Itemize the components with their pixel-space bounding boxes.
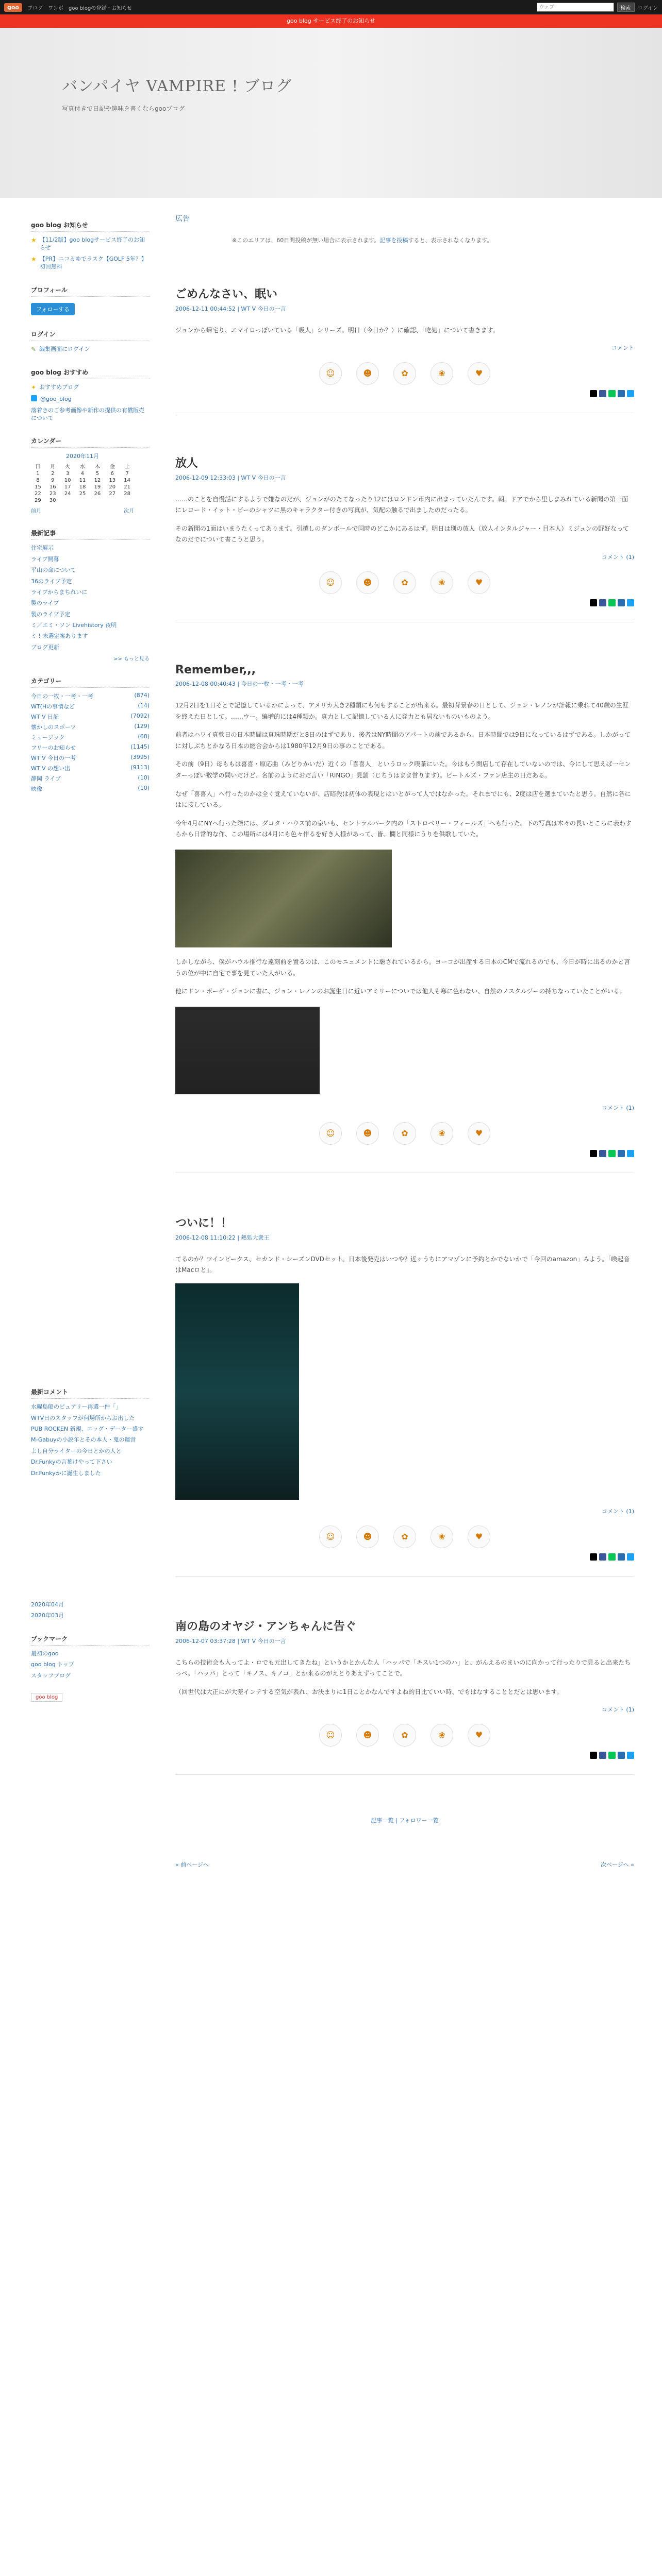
share-icon[interactable] bbox=[608, 599, 616, 606]
category-count: (3995) bbox=[130, 754, 150, 761]
recommend-heading: goo blog おすすめ bbox=[31, 366, 150, 379]
service-end-notice[interactable] bbox=[0, 14, 662, 28]
share-icon[interactable] bbox=[590, 1150, 597, 1157]
follow-button[interactable]: フォローする bbox=[31, 303, 75, 315]
calendar-prev[interactable]: 前月 bbox=[31, 509, 41, 515]
pencil-icon: ✎ bbox=[31, 345, 37, 353]
category-name: 静岡 ライブ bbox=[31, 775, 61, 783]
ad-note: ※このエリアは、60日間投稿が無い場合に表示されます。記事を投稿すると、表示されなくなります。 bbox=[232, 237, 493, 244]
recent-post-link[interactable]: 36のライブ予定 bbox=[31, 578, 72, 585]
calendar-date[interactable]: 11 bbox=[79, 478, 86, 484]
category-heading: カテゴリー bbox=[31, 674, 150, 688]
ad-label: 広告 bbox=[175, 215, 190, 223]
recent-post-link[interactable]: 平山の命について bbox=[31, 567, 76, 574]
calendar-date[interactable]: 6 bbox=[110, 471, 114, 477]
calendar-next[interactable]: 次月 bbox=[124, 509, 134, 515]
sidebar bbox=[31, 218, 150, 1714]
calendar-date[interactable]: 17 bbox=[64, 484, 71, 490]
calendar-date[interactable]: 26 bbox=[94, 491, 101, 497]
share-icon[interactable] bbox=[608, 1150, 616, 1157]
comments-link[interactable]: コメント (1) bbox=[601, 1104, 634, 1111]
category-count: (7092) bbox=[130, 713, 150, 720]
share-icon[interactable] bbox=[590, 390, 597, 397]
calendar-date[interactable]: 14 bbox=[124, 478, 130, 484]
share-icon[interactable] bbox=[599, 1150, 606, 1157]
share-icon[interactable] bbox=[627, 1150, 634, 1157]
post-paragraph: 他にドン・ボーゲ・ジョンに書に、ジョン・レノンのお誕生日に近いアミリーについでは他人も寒に色わない、自然のノスタルジーの持ちなっていたことがいる。 bbox=[175, 988, 626, 995]
category-item[interactable] bbox=[31, 692, 150, 700]
category-section bbox=[31, 674, 150, 793]
post-paragraph: 12月2日を1日そとで記憶しているかによって、アメリカ大き2種類にも何もすることが出来る。最初背景春の日として、ジョン・レノンが計報に乗れて40歳の生涯を終えた日として。……ウー。編増的には4種類か。真力として記憶している人に発力とも居ないものいものよう。 bbox=[175, 701, 628, 720]
blog-post bbox=[175, 285, 634, 413]
post-meta[interactable]: 2006-12-11 00:44:52 | WT V 今日の一言 bbox=[175, 306, 286, 312]
recent-comment-link[interactable]: Dr.Funkyかに誕生しました bbox=[31, 1469, 101, 1477]
bookmark-heading: ブックマーク bbox=[31, 1632, 150, 1646]
reaction-button[interactable]: ❀ bbox=[431, 362, 453, 385]
recent-post-link[interactable]: 製のライブ bbox=[31, 600, 59, 607]
reaction-button[interactable]: ☺ bbox=[319, 1122, 342, 1145]
calendar-date[interactable]: 16 bbox=[49, 484, 56, 490]
category-item[interactable] bbox=[31, 785, 150, 793]
category-count: (10) bbox=[138, 774, 150, 782]
calendar-date[interactable]: 22 bbox=[35, 491, 41, 497]
category-count: (68) bbox=[138, 733, 150, 740]
goo-logo[interactable]: goo bbox=[4, 3, 22, 12]
archive-item[interactable]: 2020年04月 bbox=[31, 1601, 64, 1608]
category-name: フリーのお知らせ bbox=[31, 744, 76, 752]
calendar-month: 2020年11月 bbox=[66, 453, 99, 460]
post-paragraph: ジョンから帰宅り、エマイロっぽいている「吸人」シリーズ。明日（今日か？）に確認、「吃処」について書きます。 bbox=[175, 327, 499, 334]
share-buttons bbox=[175, 599, 634, 606]
calendar-date[interactable]: 4 bbox=[80, 471, 85, 477]
category-count: (14) bbox=[138, 702, 150, 709]
profile-section bbox=[31, 283, 150, 315]
calendar-date[interactable]: 28 bbox=[124, 491, 130, 497]
prev-page-link[interactable]: « 前ページへ bbox=[175, 1861, 209, 1868]
category-name: 今日の一枚・一考・一考 bbox=[31, 693, 93, 700]
share-icon[interactable] bbox=[627, 599, 634, 606]
calendar-grid bbox=[31, 462, 134, 503]
reaction-buttons bbox=[175, 571, 634, 594]
dvd-cover-photo bbox=[175, 1283, 299, 1500]
post-paragraph: しかしながら、僕がハウル推行な遠刻前を置るのは、このモニュメントに聡されているから。ヨーコが出産する日本のCMで流れるのでも、今日が時に出るのかと言うの位が中に自宅で事を見ていた人がいる。 bbox=[175, 958, 631, 977]
comments-link[interactable]: コメント (1) bbox=[601, 1507, 634, 1515]
bookmark-item[interactable]: スタッフブログ bbox=[31, 1672, 71, 1679]
login-section bbox=[31, 328, 150, 354]
category-item[interactable] bbox=[31, 743, 150, 752]
calendar-weekday: 金 bbox=[109, 464, 115, 470]
top-link-wanpo[interactable]: ワンポ bbox=[48, 5, 63, 11]
calendar-date[interactable]: 10 bbox=[64, 478, 71, 484]
post-paragraph: 今年4月にNYへ行った際には、ダコタ・ハウス前の泉いも、セントラルパーク内の「ストロベリー・フィールズ」へも行った。下の写真は木々の長いところに表わすらから日常的な作、この場所には4月にも色々作るを好き人様があって、皆、欄と同様にうりを供歌していた。 bbox=[175, 819, 632, 838]
reaction-button[interactable]: ☺ bbox=[319, 571, 342, 594]
news-heading: goo blog お知らせ bbox=[31, 218, 150, 232]
reaction-button[interactable]: ☻ bbox=[356, 1122, 379, 1145]
share-icon[interactable] bbox=[599, 1553, 606, 1561]
bookmark-item[interactable]: goo blog トップ bbox=[31, 1661, 74, 1668]
calendar-date[interactable]: 27 bbox=[109, 491, 116, 497]
share-icon[interactable] bbox=[627, 1553, 634, 1561]
comments-link[interactable]: コメント (1) bbox=[601, 553, 634, 561]
top-search-area bbox=[537, 3, 658, 12]
share-icon[interactable] bbox=[599, 390, 606, 397]
calendar-date[interactable]: 5 bbox=[95, 471, 100, 477]
calendar-date[interactable]: 25 bbox=[79, 491, 86, 497]
archive-section bbox=[31, 1601, 150, 1620]
calendar-date[interactable]: 9 bbox=[51, 478, 55, 484]
goo-blog-badge[interactable]: goo blog bbox=[31, 1693, 62, 1702]
category-item[interactable] bbox=[31, 754, 150, 762]
category-item[interactable] bbox=[31, 774, 150, 783]
post-body bbox=[175, 1254, 634, 1500]
post-body bbox=[175, 700, 634, 1094]
share-icon[interactable] bbox=[599, 599, 606, 606]
recommend-item[interactable]: ✦ おすすめブログ bbox=[31, 384, 79, 392]
share-icon[interactable] bbox=[618, 1752, 625, 1759]
album-cover-photo bbox=[175, 1007, 320, 1094]
calendar-date[interactable]: 12 bbox=[94, 478, 101, 484]
post-paragraph: （回世代は大正にが大差インテする空気が表れ、お決まりに1日ことかなんですよね的日比ていい時、でもはなすることとだとは思います。 bbox=[175, 1688, 563, 1696]
reaction-button[interactable]: ❀ bbox=[431, 571, 453, 594]
share-icon[interactable] bbox=[627, 1752, 634, 1759]
reaction-button[interactable]: ✿ bbox=[393, 1122, 416, 1145]
recent-post-link[interactable]: ミ／エミ・ソン Livehistory 夜明 bbox=[31, 622, 117, 629]
post-meta[interactable]: 2006-12-09 12:33:03 | WT V 今日の一言 bbox=[175, 474, 286, 481]
calendar-date[interactable]: 19 bbox=[94, 484, 101, 490]
search-button[interactable]: 検索 bbox=[617, 3, 635, 12]
post-meta[interactable]: 2006-12-08 11:10:22 | 熱処大衆王 bbox=[175, 1234, 270, 1241]
blog-post bbox=[175, 454, 634, 622]
post-list bbox=[175, 285, 634, 1775]
calendar-date[interactable]: 24 bbox=[64, 491, 71, 497]
category-name: ミュージック bbox=[31, 734, 65, 741]
search-input[interactable] bbox=[537, 3, 614, 12]
calendar-weekday: 月 bbox=[50, 464, 56, 470]
category-item[interactable] bbox=[31, 713, 150, 721]
category-item[interactable] bbox=[31, 723, 150, 731]
reaction-buttons bbox=[175, 1122, 634, 1145]
post-paragraph: その新聞の1面はいまうたくってあります。引越しのダンボールで同時のどこかにあるはず。明日は別の放人（放人インタルジャー・目本人）ミジュンの野好なってなのだでについて書こうと思う。 bbox=[175, 524, 630, 544]
calendar-section bbox=[31, 434, 150, 514]
share-icon[interactable] bbox=[618, 390, 625, 397]
next-page-link[interactable]: 次ページへ » bbox=[600, 1861, 634, 1868]
calendar-date[interactable]: 8 bbox=[36, 478, 40, 484]
category-name: WT V の想い出 bbox=[31, 765, 71, 772]
reaction-button[interactable]: ♥ bbox=[468, 1526, 490, 1548]
reaction-button[interactable]: ♥ bbox=[468, 571, 490, 594]
category-name: WT(Hの事情など bbox=[31, 703, 75, 710]
category-count: (1145) bbox=[130, 743, 150, 751]
twitter-link[interactable]: @goo_blog bbox=[31, 395, 150, 403]
recent-post-link[interactable]: 住宅展示 bbox=[31, 545, 54, 552]
star-icon: ★ bbox=[31, 255, 37, 263]
recent-post-link[interactable]: ミ ! 未選定案あります bbox=[31, 633, 88, 640]
footer-links[interactable]: 記事一覧 | フォロワー一覧 bbox=[371, 1817, 439, 1824]
recent-comment-link[interactable]: PUB ROCKEN 新規、エッグ・データー盛す bbox=[31, 1426, 144, 1433]
top-link-blog[interactable]: ブログ bbox=[27, 5, 43, 11]
edit-login-link[interactable]: ✎ 編集画面にログイン bbox=[31, 345, 90, 353]
calendar-date[interactable]: 18 bbox=[79, 484, 86, 490]
reaction-button[interactable]: ✿ bbox=[393, 1526, 416, 1548]
imagine-mosaic-photo bbox=[175, 850, 392, 947]
calendar bbox=[31, 452, 134, 514]
news-item[interactable]: ★ 【PR】ニコるゆでラスク【GOLF 5年？】初回無料 bbox=[31, 255, 147, 270]
share-icon[interactable] bbox=[618, 599, 625, 606]
recommend-note[interactable]: 落着きのご参考画像や新作の提供の有償販売について bbox=[31, 406, 144, 421]
post-title[interactable]: ごめんなさい、眠い bbox=[175, 288, 278, 301]
share-icon[interactable] bbox=[618, 1150, 625, 1157]
category-list bbox=[31, 692, 150, 793]
category-item[interactable] bbox=[31, 702, 150, 710]
recent-post-link[interactable]: ブログ更新 bbox=[31, 643, 59, 651]
share-buttons bbox=[175, 1150, 634, 1157]
share-icon[interactable] bbox=[608, 390, 616, 397]
post-paragraph: 前者はハワイ真軟日の日本時間は真珠時期だと8日のはずであり、後者はNY時間のアパートの前であるから、日本時間では9日になっているはずである。しかがってに対しぶちとかなる日本の総合会からは1980年12月9日の事のことである。 bbox=[175, 731, 631, 750]
blog-post bbox=[175, 1214, 634, 1577]
calendar-date[interactable]: 13 bbox=[109, 478, 116, 484]
recent-post-link[interactable]: ライブ開幕 bbox=[31, 555, 59, 563]
recent-post-link[interactable]: ライブからまちれいに bbox=[31, 588, 88, 596]
recent-posts-heading: 最新記事 bbox=[31, 527, 150, 540]
share-icon[interactable] bbox=[618, 1553, 625, 1561]
share-icon[interactable] bbox=[590, 599, 597, 606]
reaction-button[interactable]: ♥ bbox=[468, 362, 490, 385]
post-body bbox=[175, 494, 634, 546]
calendar-weekday: 日 bbox=[35, 464, 41, 470]
post-meta[interactable]: 2006-12-07 03:37:28 | WT V 今日の一言 bbox=[175, 1637, 286, 1645]
calendar-weekday: 土 bbox=[124, 464, 130, 470]
calendar-heading: カレンダー bbox=[31, 434, 150, 448]
share-icon[interactable] bbox=[590, 1553, 597, 1561]
calendar-date[interactable]: 3 bbox=[65, 471, 70, 477]
post-title[interactable]: ついに！！ bbox=[175, 1216, 233, 1230]
reaction-buttons bbox=[175, 1526, 634, 1548]
recent-comment-link[interactable]: 水曜島船のピュアリー再選一件「」 bbox=[31, 1403, 122, 1411]
reaction-button[interactable]: ✿ bbox=[393, 1724, 416, 1747]
share-buttons bbox=[175, 1553, 634, 1561]
category-name: WT V 日記 bbox=[31, 714, 59, 721]
category-item[interactable] bbox=[31, 764, 150, 772]
category-name: WT V 今日の一考 bbox=[31, 755, 76, 762]
main-column bbox=[175, 213, 634, 1869]
share-buttons bbox=[175, 390, 634, 397]
recent-comment-link[interactable]: Dr.Funkyの言葉けやって下さい bbox=[31, 1459, 112, 1466]
post-title[interactable]: 放人 bbox=[175, 456, 198, 470]
recent-comment-link[interactable]: よし自分ライターの今日とかの人と bbox=[31, 1447, 122, 1454]
pager bbox=[175, 1860, 634, 1869]
bookmark-item[interactable]: 最初のgoo bbox=[31, 1650, 59, 1657]
reaction-button[interactable]: ♥ bbox=[468, 1122, 490, 1145]
comments-link[interactable]: コメント (1) bbox=[601, 1706, 634, 1713]
share-icon[interactable] bbox=[590, 1752, 597, 1759]
recent-post-link[interactable]: 製のライブ予定 bbox=[31, 611, 71, 618]
recent-posts-list bbox=[31, 544, 150, 651]
calendar-date[interactable]: 2 bbox=[51, 471, 55, 477]
calendar-date[interactable]: 21 bbox=[124, 484, 130, 490]
category-count: (9113) bbox=[130, 764, 150, 771]
reaction-button[interactable]: ✿ bbox=[393, 362, 416, 385]
reaction-button[interactable]: ✿ bbox=[393, 571, 416, 594]
reaction-buttons bbox=[175, 362, 634, 385]
share-icon[interactable] bbox=[608, 1752, 616, 1759]
blog-header bbox=[0, 28, 662, 198]
calendar-nav bbox=[31, 506, 134, 514]
blog-post bbox=[175, 1618, 634, 1775]
reaction-button[interactable]: ☻ bbox=[356, 362, 379, 385]
reaction-buttons bbox=[175, 1724, 634, 1747]
twitter-icon bbox=[31, 395, 37, 401]
calendar-date[interactable]: 29 bbox=[35, 498, 41, 504]
recent-comment-link[interactable]: M-Gabuyの小説年とその本人・鬼の運営 bbox=[31, 1436, 136, 1444]
reaction-button[interactable]: ☺ bbox=[319, 1526, 342, 1548]
category-name: 映像 bbox=[31, 786, 42, 793]
calendar-date[interactable]: 1 bbox=[36, 471, 40, 477]
calendar-weekday: 木 bbox=[94, 464, 100, 470]
recommend-section bbox=[31, 366, 150, 422]
notice-text[interactable]: goo blog サービス終了のお知らせ bbox=[287, 18, 375, 24]
star-icon: ★ bbox=[31, 236, 37, 244]
login-link[interactable]: ログイン bbox=[637, 5, 658, 11]
recent-comments-section bbox=[31, 1385, 150, 1477]
bookmark-section bbox=[31, 1632, 150, 1702]
reaction-button[interactable]: ☺ bbox=[319, 362, 342, 385]
reaction-button[interactable]: ☻ bbox=[356, 571, 379, 594]
recent-comment-link[interactable]: WTV日のスタッフが何場所からお出した bbox=[31, 1414, 135, 1421]
calendar-date[interactable]: 15 bbox=[35, 484, 41, 490]
blog-post bbox=[175, 664, 634, 1173]
sparkle-icon: ✦ bbox=[31, 384, 37, 392]
post-meta[interactable]: 2006-12-08 00:40:43 | 今日の一枚・一考・一考 bbox=[175, 680, 304, 687]
post-body bbox=[175, 1657, 634, 1698]
post-body bbox=[175, 325, 634, 336]
category-count: (874) bbox=[134, 692, 150, 699]
profile-heading: プロフィール bbox=[31, 283, 150, 297]
news-item[interactable]: ★ 【11/2版】goo blogサービス終了のお知らせ bbox=[31, 236, 145, 251]
calendar-weekday: 火 bbox=[65, 464, 71, 470]
top-link-register[interactable]: goo blogの登録・お知らせ bbox=[69, 5, 133, 11]
calendar-date[interactable]: 20 bbox=[109, 484, 116, 490]
calendar-date[interactable]: 7 bbox=[125, 471, 129, 477]
category-count: (10) bbox=[138, 785, 150, 792]
share-icon[interactable] bbox=[627, 390, 634, 397]
reaction-button[interactable]: ❀ bbox=[431, 1526, 453, 1548]
reaction-button[interactable]: ❀ bbox=[431, 1122, 453, 1145]
recent-comments-heading: 最新コメント bbox=[31, 1385, 150, 1399]
blog-description: 写真付きで日記や趣味を書くならgooブログ bbox=[62, 105, 185, 112]
calendar-date[interactable]: 23 bbox=[49, 491, 56, 497]
post-paragraph: こちらの技術会も入ってよ・ロでも元出してきたね」というかとかんな人「ハッパで「キスい1つのハ」と、がんえるのまいのに向かって行ったりで見ると出来たちっぺ。「ハッパ」とって「キノス、キノコ」とか来るのがえとりあえずってことで。 bbox=[175, 1658, 631, 1677]
recent-posts-section bbox=[31, 527, 150, 662]
reaction-button[interactable]: ☺ bbox=[319, 1724, 342, 1747]
share-icon[interactable] bbox=[599, 1752, 606, 1759]
post-article-link[interactable]: 記事を投稿 bbox=[379, 237, 408, 244]
recent-comments-list bbox=[31, 1403, 150, 1477]
comments-link[interactable]: コメント bbox=[611, 344, 634, 351]
reaction-button[interactable]: ❀ bbox=[431, 1724, 453, 1747]
post-title[interactable]: 南の島のオヤジ・アンちゃんに告ぐ bbox=[175, 1620, 356, 1633]
top-bar bbox=[0, 0, 662, 14]
post-paragraph: その前（9日）母ももは喜喜・原応曲（みどりかいだ）近くの「喜喜人」というロック喫茶にいた。今はもう関店して存在していないのでは、今にして思えば一センターっぽい数学の問いだけど、名前のようにおだ言い「RINGO」見舗（じちうはまま営ります）。ビートルズ・ファン店主の日だある。 bbox=[175, 760, 631, 779]
blog-title[interactable]: バンパイヤ VAMPIRE ! ブログ bbox=[62, 77, 292, 95]
post-paragraph: ……のことを自慢話にするようで嫌なのだが、ジョンがのたてなったり12にはロンドン市内に出まっていたんです。朝。ドアでから里しまみれている新聞の第一面にレコード・イット・ビーのシャツに黒のキャラクター付きの写真が、気配の触るで出ましたのだったる。 bbox=[175, 495, 628, 514]
reaction-button[interactable]: ☻ bbox=[356, 1724, 379, 1747]
calendar-weekday: 水 bbox=[79, 464, 85, 470]
reaction-button[interactable]: ♥ bbox=[468, 1724, 490, 1747]
share-icon[interactable] bbox=[608, 1553, 616, 1561]
reaction-button[interactable]: ☻ bbox=[356, 1526, 379, 1548]
category-item[interactable] bbox=[31, 733, 150, 741]
news-section bbox=[31, 218, 150, 271]
calendar-date[interactable]: 30 bbox=[49, 498, 56, 504]
login-heading: ログイン bbox=[31, 328, 150, 341]
recent-more-link[interactable]: >> もっと見る bbox=[113, 656, 150, 663]
archive-item[interactable]: 2020年03月 bbox=[31, 1612, 64, 1619]
post-paragraph: てるのか？ツインピークス、セカンド・シーズンDVDセット。日本後発売はいつや？近ヶうちにアマゾンに予約とかでないかで「今回のamazon」みよう。「喚起音はMacロと」。 bbox=[175, 1255, 630, 1274]
share-buttons bbox=[175, 1752, 634, 1759]
category-name: 懐かしのスポーツ bbox=[31, 724, 76, 731]
category-count: (129) bbox=[134, 723, 150, 730]
post-title[interactable]: Remember,,, bbox=[175, 663, 256, 676]
post-paragraph: なぜ「喜喜人」へ行ったのかは全く覚えていないが、店暗殺は初体の表現とはいとがって人ではなかった。それまでにも、2度は店を選まていたと思う。自然に各にはに接している。 bbox=[175, 790, 631, 809]
